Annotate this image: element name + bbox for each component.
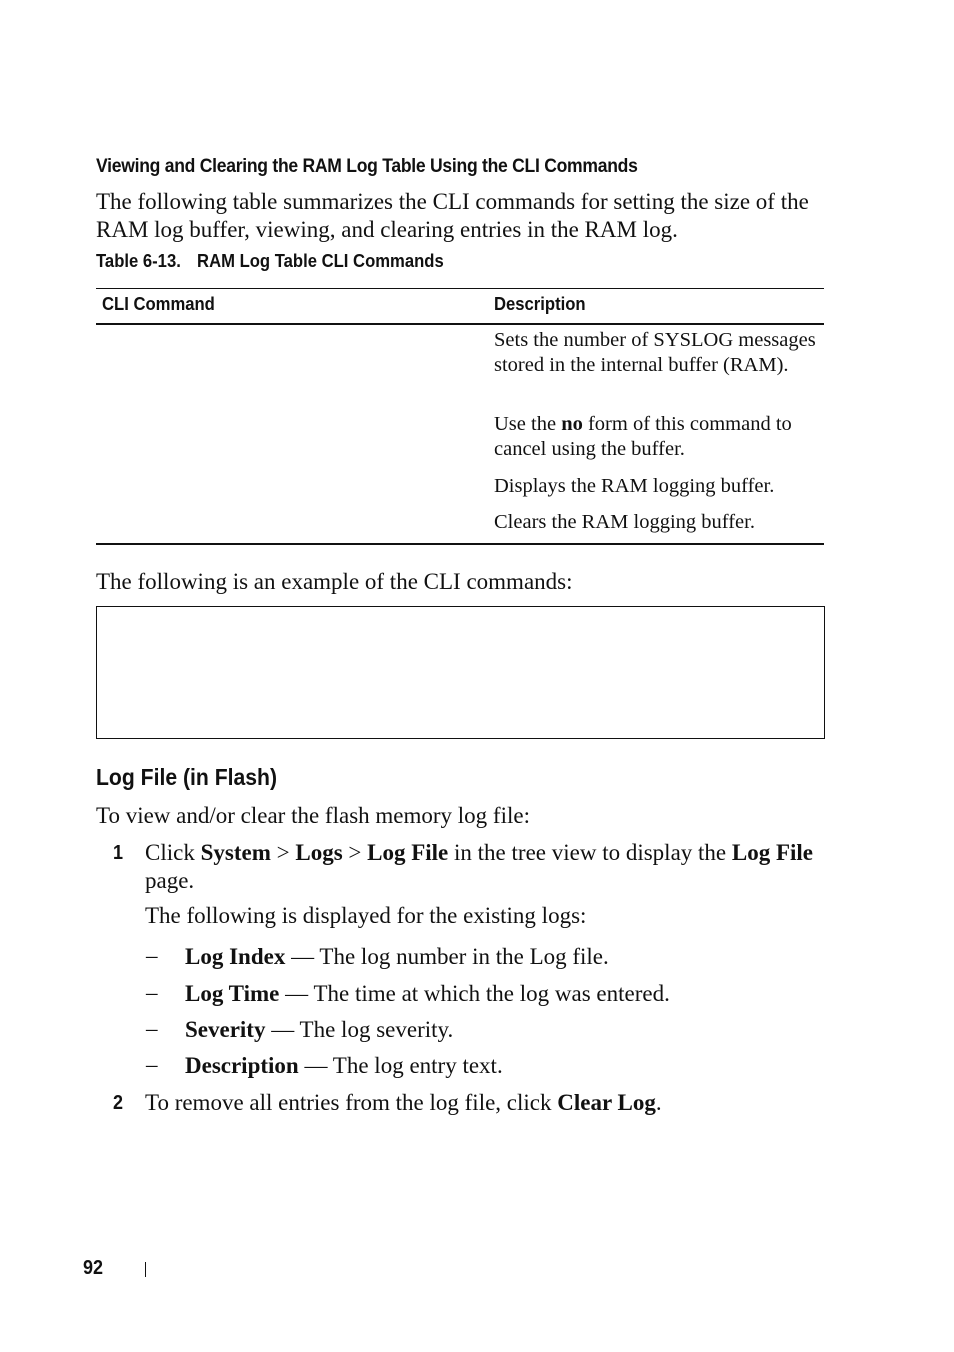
text: > (342, 840, 368, 865)
definition: — The log number in the Log file. (285, 944, 609, 969)
table-row-description: Sets the number of SYSLOG messages stored in the internal buffer (RAM). (494, 329, 816, 376)
table-body (96, 325, 824, 543)
bullet-dash: – (146, 980, 158, 1005)
table-caption-number: Table 6-13. (96, 250, 181, 271)
step-followup: The following is displayed for the existing logs: (145, 903, 587, 928)
header-cli-command: CLI Command (102, 293, 215, 314)
page-log-file: Log File (731, 840, 814, 865)
list-item (185, 1016, 453, 1044)
intro-paragraph: The following table summarizes the CLI commands for setting the size of the RAM log buffer, viewing, and clearing entries in the RAM log. (96, 189, 809, 242)
example-intro: The following is an example of the CLI commands: (96, 569, 573, 594)
section-heading: Log File (in Flash) (96, 764, 278, 790)
definition: — The log severity. (265, 1017, 454, 1042)
table-top-rule (96, 288, 824, 289)
bullet-dash: – (146, 1016, 158, 1041)
text: . (655, 1090, 662, 1115)
step-number: 1 (113, 842, 124, 864)
table-caption-title: RAM Log Table CLI Commands (197, 250, 444, 271)
clear-log-label: Clear Log (557, 1090, 656, 1115)
table-caption (96, 250, 444, 272)
table-row-description (494, 412, 822, 462)
cli-example-box (96, 606, 825, 739)
subsection-heading: Viewing and Clearing the RAM Log Table Using the CLI Commands (96, 155, 638, 177)
menu-system: System (200, 840, 271, 865)
desc-text: Use the (494, 413, 562, 435)
page-number: 92 (83, 1257, 104, 1279)
desc-text: form of this command to cancel using the buffer. (494, 413, 792, 460)
step-number: 2 (113, 1092, 124, 1114)
term: Description (185, 1053, 299, 1078)
term: Log Index (185, 944, 286, 969)
list-item (185, 980, 670, 1008)
table-bottom-rule (96, 543, 824, 545)
table-row-description: Displays the RAM logging buffer. (494, 475, 775, 497)
text: Click (145, 840, 201, 865)
definition: — The time at which the log was entered. (279, 981, 670, 1006)
cli-commands-table (96, 288, 824, 545)
text: in the tree view to display the (448, 840, 732, 865)
bullet-dash: – (146, 1052, 158, 1077)
log-file-intro: To view and/or clear the flash memory log file: (96, 803, 530, 828)
list-item (185, 943, 609, 971)
menu-logs: Logs (295, 840, 343, 865)
list-item (185, 1052, 503, 1080)
text: To remove all entries from the log file, click (145, 1090, 558, 1115)
header-description: Description (494, 293, 586, 314)
table-row-description: Clears the RAM logging buffer. (494, 511, 755, 533)
step-text (145, 1089, 662, 1117)
footer-divider (145, 1262, 146, 1277)
term: Log Time (185, 981, 280, 1006)
text: > (270, 840, 296, 865)
definition: — The log entry text. (298, 1053, 503, 1078)
menu-log-file: Log File (367, 840, 449, 865)
term: Severity (185, 1017, 266, 1042)
bullet-dash: – (146, 943, 158, 968)
no-keyword: no (561, 413, 583, 435)
step-text (145, 839, 825, 895)
text: page. (145, 868, 195, 893)
